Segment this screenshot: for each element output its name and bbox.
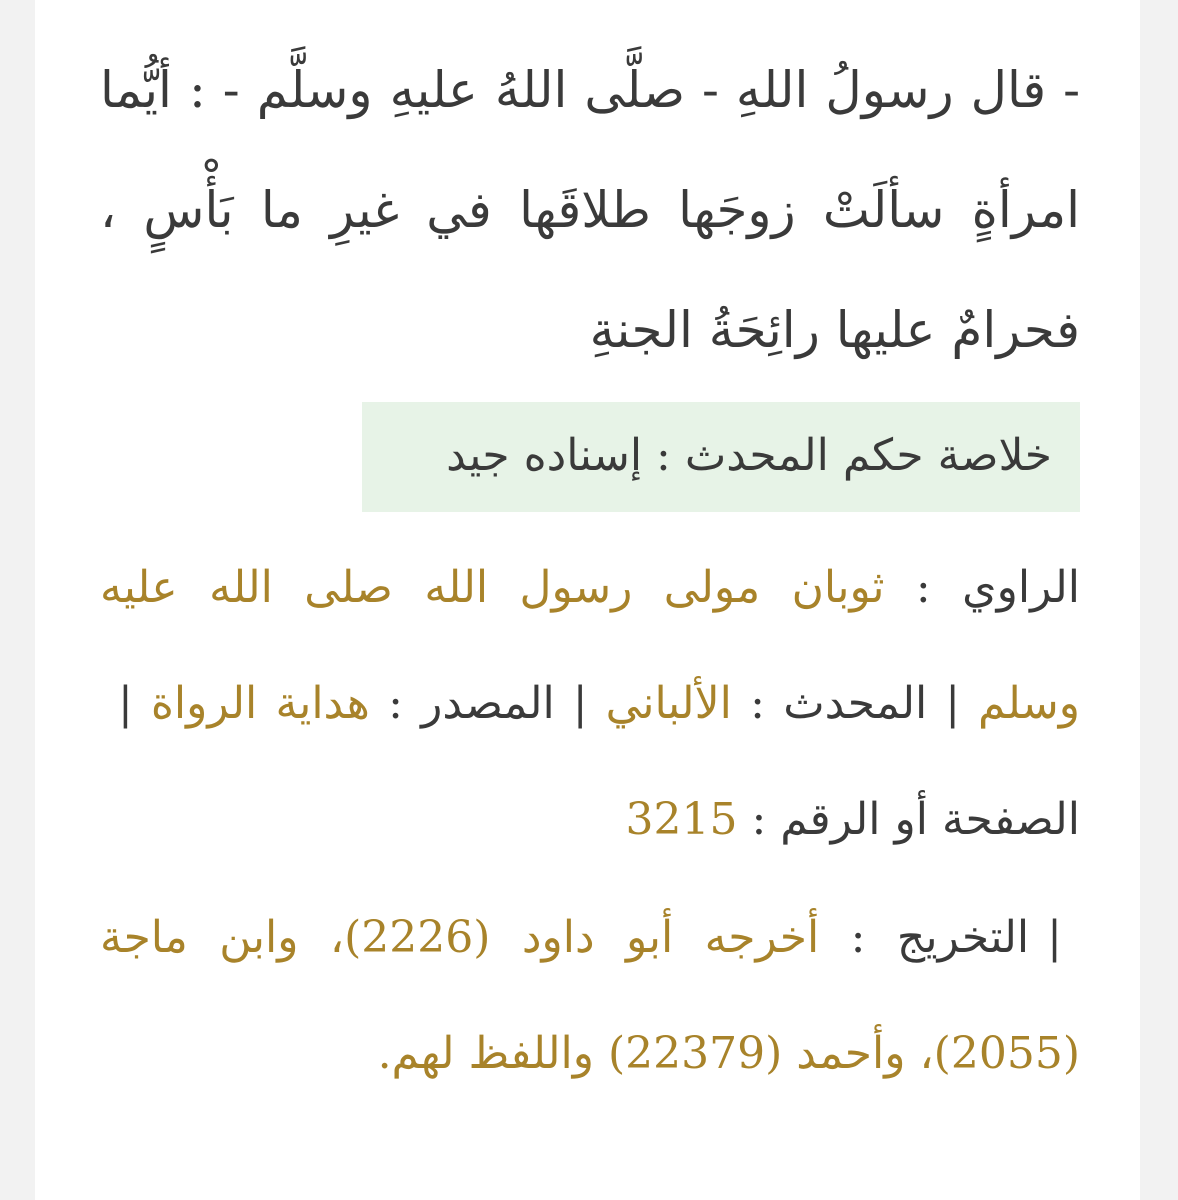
- page-label: الصفحة أو الرقم :: [737, 794, 1080, 845]
- hadith-metadata: [100, 530, 1080, 878]
- takhrij-label: التخريج :: [819, 912, 1030, 963]
- takhrij-section: [100, 880, 1080, 1112]
- verdict-box: [362, 402, 1080, 512]
- separator: |: [572, 678, 588, 729]
- page-number: 3215: [625, 794, 738, 845]
- muhaddith-label: المحدث :: [731, 678, 928, 729]
- hadith-card: [35, 0, 1140, 1200]
- hadith-content: [100, 0, 1080, 1112]
- takhrij-value: أخرجه أبو داود (2226)، وابن ماجة (2055)، وأحمد (22379) واللفظ لهم.: [100, 912, 1080, 1079]
- source-label: المصدر :: [369, 678, 555, 729]
- narrator-label: الراوي :: [884, 562, 1080, 613]
- source-link[interactable]: هداية الرواة: [150, 678, 370, 729]
- verdict-value: إسناده جيد: [446, 430, 643, 481]
- separator: |: [945, 678, 961, 729]
- hadith-text: - قال رسولُ اللهِ - صلَّى اللهُ عليهِ وسلَّم - : أيُّما امرأةٍ سألَتْ زوجَها طلاقَها في غيرِ ما بَأْسٍ ، فحرامٌ عليها رائِحَةُ الجنةِ: [100, 61, 1080, 359]
- muhaddith-link[interactable]: الألباني: [605, 678, 732, 729]
- verdict-label: خلاصة حكم المحدث :: [642, 430, 1052, 481]
- separator: |: [118, 678, 133, 729]
- narrator-link[interactable]: ثوبان مولى رسول الله صلى الله عليه وسلم: [100, 562, 1080, 729]
- separator: |: [1047, 912, 1062, 963]
